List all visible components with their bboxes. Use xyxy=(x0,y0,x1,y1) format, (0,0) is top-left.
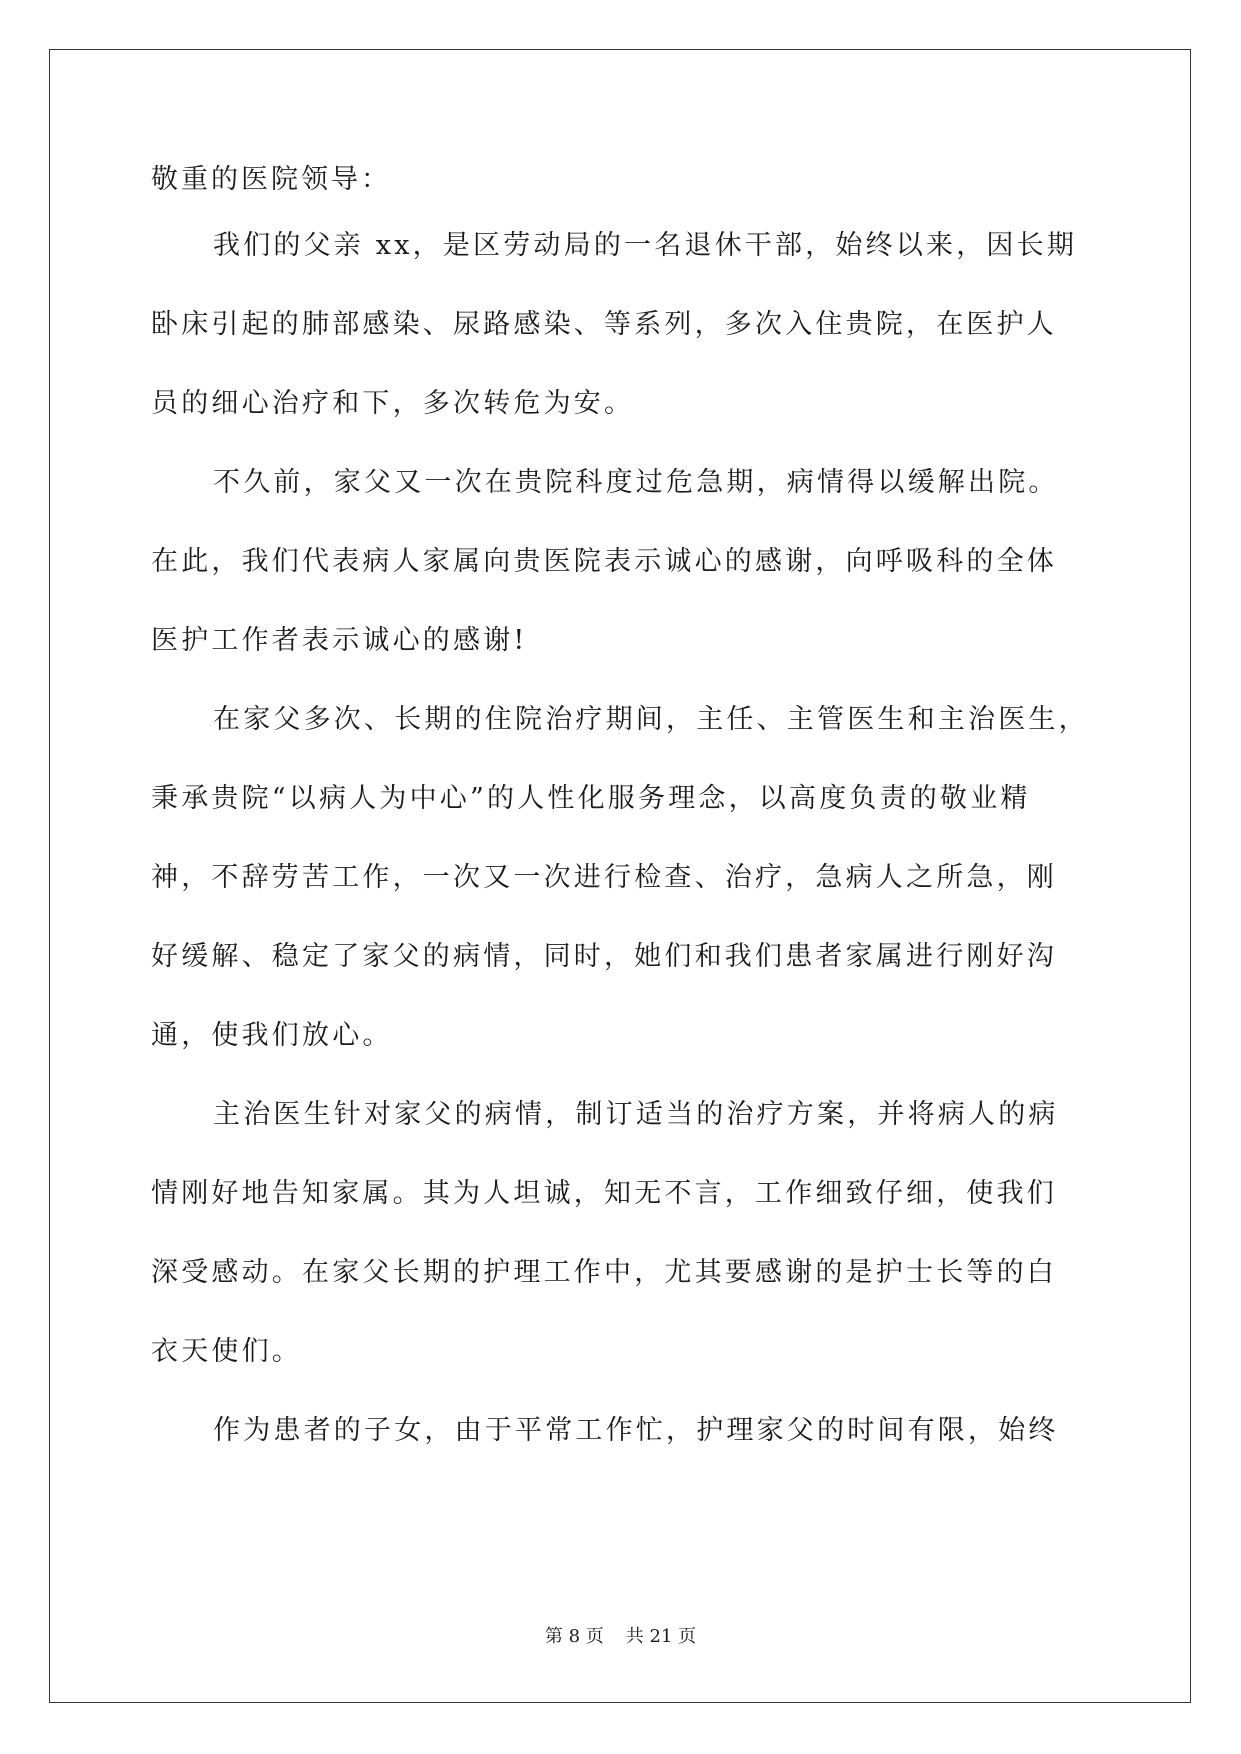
text-line: 在家父多次、长期的住院治疗期间，主任、主管医生和主治医生， xyxy=(213,704,1089,735)
text-line: 在此，我们代表病人家属向贵医院表示诚心的感谢，向呼吸科的全体 xyxy=(151,546,1057,577)
page-footer xyxy=(0,1622,1241,1648)
text-line: 衣天使们。 xyxy=(151,1336,302,1367)
page-number: 第 8 页 xyxy=(544,1626,604,1647)
page-total: 共 21 页 xyxy=(625,1626,697,1647)
text-line: 医护工作者表示诚心的感谢! xyxy=(151,625,528,656)
text-line: 通，使我们放心。 xyxy=(151,1020,393,1051)
text-line: 深受感动。在家父长期的护理工作中，尤其要感谢的是护士长等的白 xyxy=(151,1257,1057,1288)
salutation: 敬重的医院领导： xyxy=(151,164,391,195)
text-line: 秉承贵院“以病人为中心”的人性化服务理念，以高度负责的敬业精 xyxy=(151,783,1031,814)
text-line: 不久前，家父又一次在贵院科度过危急期，病情得以缓解出院。 xyxy=(213,467,1059,498)
text-line: 神，不辞劳苦工作，一次又一次进行检查、治疗，急病人之所急，刚 xyxy=(151,862,1057,893)
text-line: 作为患者的子女，由于平常工作忙，护理家父的时间有限，始终 xyxy=(213,1415,1059,1446)
text-line: 情刚好地告知家属。其为人坦诚，知无不言，工作细致仔细，使我们 xyxy=(151,1178,1057,1209)
text-line: 卧床引起的肺部感染、尿路感染、等系列，多次入住贵院，在医护人 xyxy=(151,309,1057,340)
text-line: 好缓解、稳定了家父的病情，同时，她们和我们患者家属进行刚好沟 xyxy=(151,941,1057,972)
text-line: 员的细心治疗和下，多次转危为安。 xyxy=(151,388,635,419)
text-line: 我们的父亲 xx，是区劳动局的一名退休干部，始终以来，因长期 xyxy=(213,230,1078,261)
text-line: 主治医生针对家父的病情，制订适当的治疗方案，并将病人的病 xyxy=(213,1099,1059,1130)
